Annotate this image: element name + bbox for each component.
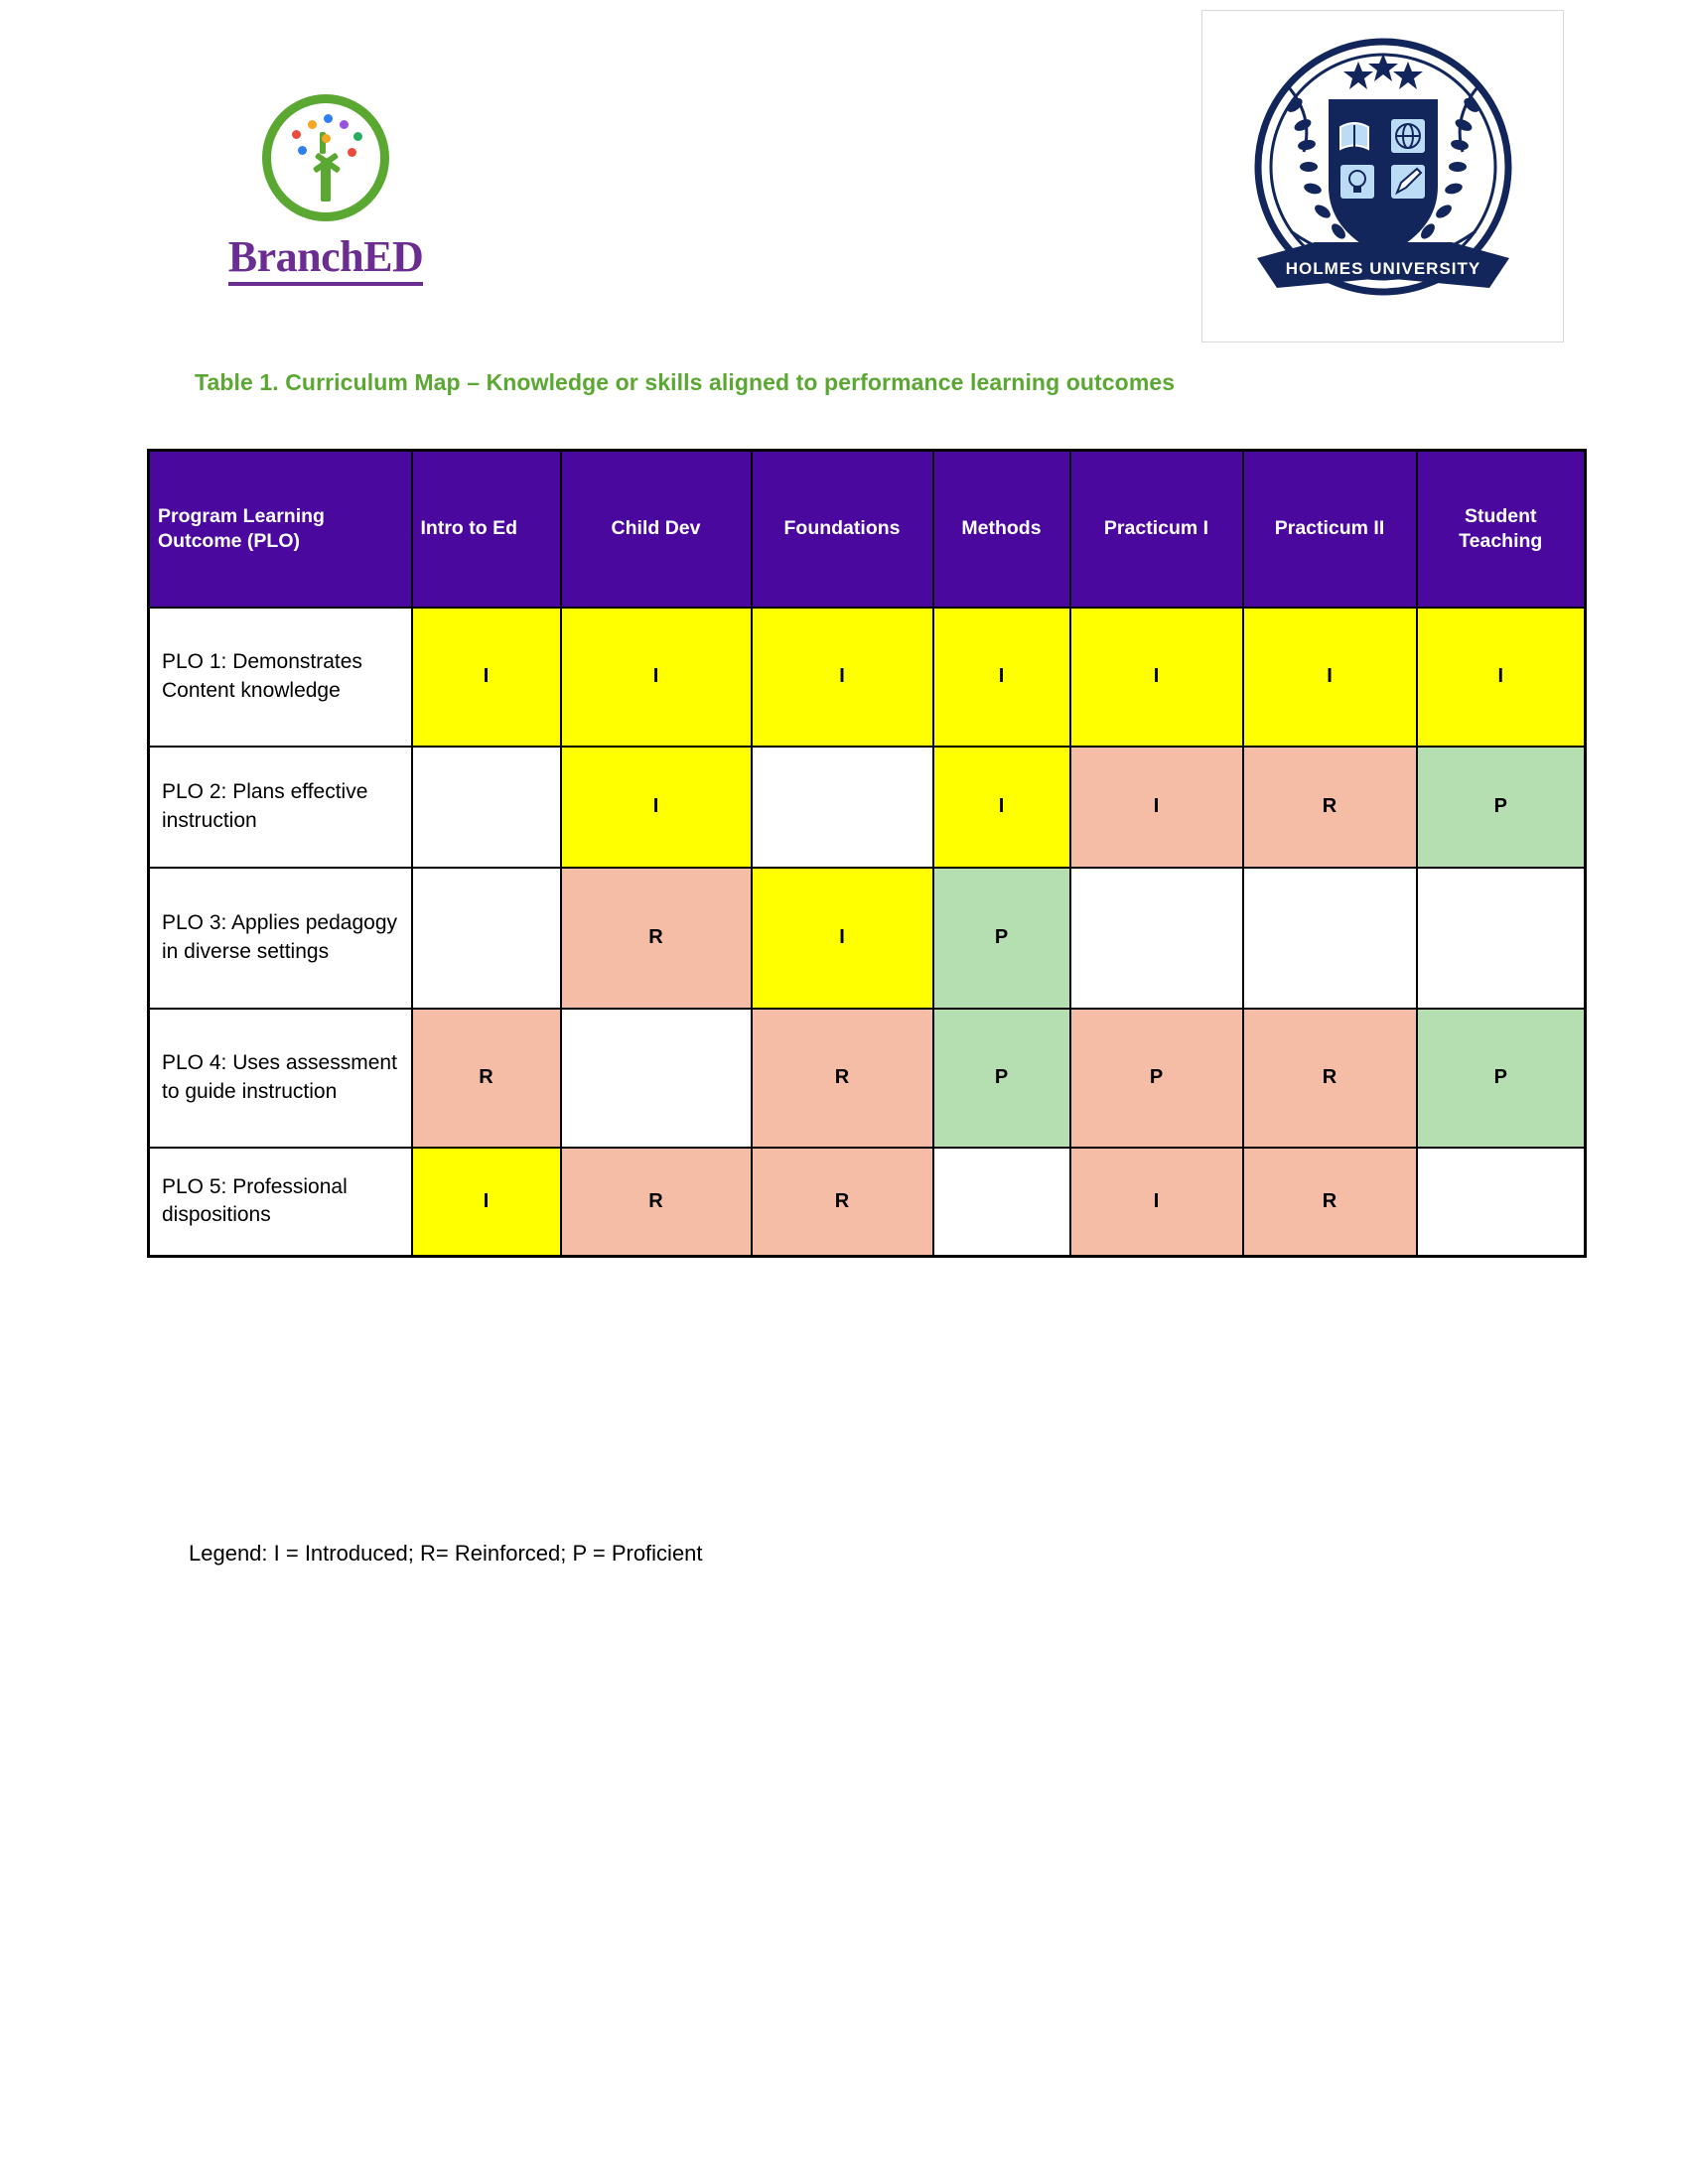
curriculum-cell: I [1070, 1148, 1243, 1257]
curriculum-cell: R [561, 1148, 752, 1257]
table-row [149, 868, 1586, 1009]
curriculum-cell: I [1070, 608, 1243, 747]
column-header-plo: Program Learning Outcome (PLO) [149, 451, 412, 608]
column-header-foundations: Foundations [752, 451, 933, 608]
curriculum-cell [1243, 868, 1417, 1009]
curriculum-cell: R [752, 1009, 933, 1148]
curriculum-cell: P [933, 1009, 1070, 1148]
column-header-student-teaching: Student Teaching [1417, 451, 1586, 608]
branched-word-ed: ED [363, 232, 424, 281]
branched-logo [177, 94, 475, 286]
curriculum-cell: P [1417, 747, 1586, 868]
branched-tree-icon [262, 94, 389, 221]
curriculum-cell [412, 747, 561, 868]
curriculum-cell [412, 868, 561, 1009]
curriculum-cell: R [752, 1148, 933, 1257]
curriculum-cell: R [1243, 1148, 1417, 1257]
curriculum-cell [561, 1009, 752, 1148]
university-seal-container [1201, 10, 1564, 342]
table-row [149, 747, 1586, 868]
curriculum-cell [933, 1148, 1070, 1257]
curriculum-cell: I [933, 608, 1070, 747]
table-body [149, 608, 1586, 1257]
curriculum-cell: I [752, 608, 933, 747]
curriculum-cell: P [1070, 1009, 1243, 1148]
holmes-university-seal-icon [1229, 28, 1537, 326]
curriculum-cell: R [1243, 1009, 1417, 1148]
curriculum-cell [752, 747, 933, 868]
branched-underline [228, 282, 423, 286]
branched-wordmark [177, 231, 475, 282]
page-header [0, 0, 1688, 357]
plo-label-cell: PLO 5: Professional dispositions [149, 1148, 412, 1257]
curriculum-cell: I [561, 747, 752, 868]
curriculum-cell: I [1417, 608, 1586, 747]
curriculum-cell [1417, 1148, 1586, 1257]
curriculum-cell: I [561, 608, 752, 747]
curriculum-cell: R [1243, 747, 1417, 868]
column-header-intro-to-ed: Intro to Ed [412, 451, 561, 608]
curriculum-cell: P [1417, 1009, 1586, 1148]
branched-word-branch: Branch [227, 232, 364, 281]
table-row [149, 1148, 1586, 1257]
column-header-practicum-i: Practicum I [1070, 451, 1243, 608]
plo-label-cell: PLO 2: Plans effective instruction [149, 747, 412, 868]
curriculum-cell: R [412, 1009, 561, 1148]
curriculum-cell: R [561, 868, 752, 1009]
table-row [149, 608, 1586, 747]
svg-text:HOLMES UNIVERSITY: HOLMES UNIVERSITY [1285, 258, 1480, 278]
curriculum-cell: P [933, 868, 1070, 1009]
column-header-methods: Methods [933, 451, 1070, 608]
curriculum-cell: I [1070, 747, 1243, 868]
plo-label-cell: PLO 1: Demonstrates Content knowledge [149, 608, 412, 747]
table-row [149, 1009, 1586, 1148]
curriculum-cell: I [752, 868, 933, 1009]
column-header-practicum-ii: Practicum II [1243, 451, 1417, 608]
curriculum-cell: I [1243, 608, 1417, 747]
curriculum-cell: I [933, 747, 1070, 868]
table-title: Table 1. Curriculum Map – Knowledge or skills aligned to performance learning outcomes [195, 369, 1176, 395]
column-header-child-dev: Child Dev [561, 451, 752, 608]
curriculum-cell: I [412, 1148, 561, 1257]
plo-label-cell: PLO 3: Applies pedagogy in diverse settings [149, 868, 412, 1009]
curriculum-cell: I [412, 608, 561, 747]
curriculum-map-table-container [147, 449, 1567, 1258]
curriculum-cell [1417, 868, 1586, 1009]
curriculum-cell [1070, 868, 1243, 1009]
table-header-row [149, 451, 1586, 608]
table-legend: Legend: I = Introduced; R= Reinforced; P = Proficient [189, 1541, 703, 1566]
plo-label-cell: PLO 4: Uses assessment to guide instruction [149, 1009, 412, 1148]
curriculum-map-table [147, 449, 1587, 1258]
